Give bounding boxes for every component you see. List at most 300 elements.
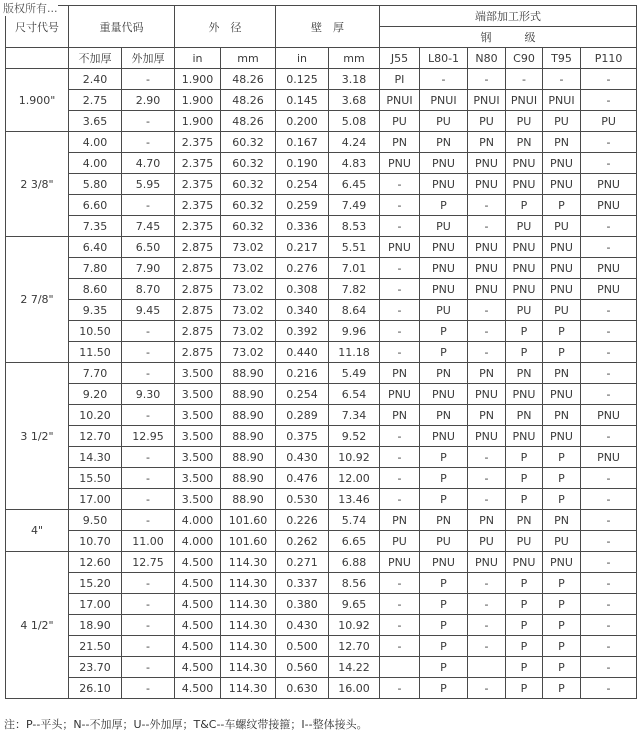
table-cell: 0.217 (276, 237, 329, 258)
table-cell: 0.560 (276, 657, 329, 678)
table-cell: 4.000 (175, 531, 221, 552)
table-row (6, 615, 637, 636)
table-cell: PU (506, 216, 543, 237)
table-cell: - (122, 342, 175, 363)
wt-mm-header: mm (329, 48, 380, 69)
table-cell: - (581, 573, 637, 594)
table-cell: PU (380, 111, 420, 132)
table-row (6, 636, 637, 657)
table-cell: PNU (543, 258, 581, 279)
table-cell: 114.30 (221, 594, 276, 615)
table-cell: PU (420, 111, 468, 132)
table-cell: P (506, 447, 543, 468)
table-cell: - (380, 678, 420, 699)
table-cell: PNUI (468, 90, 506, 111)
table-cell: 0.216 (276, 363, 329, 384)
table-cell: PNU (506, 153, 543, 174)
table-row (6, 321, 637, 342)
table-row (6, 69, 637, 90)
table-cell: 88.90 (221, 363, 276, 384)
table-cell: 8.56 (329, 573, 380, 594)
table-cell: 3.65 (69, 111, 122, 132)
table-cell: - (581, 489, 637, 510)
table-cell: P (543, 573, 581, 594)
tubing-spec-table (5, 5, 637, 699)
size-code-cell: 4 1/2" (6, 552, 69, 699)
table-cell: - (581, 321, 637, 342)
table-cell: P (506, 195, 543, 216)
table-cell: 17.00 (69, 594, 122, 615)
non-upset-header: 不加厚 (69, 48, 122, 69)
table-cell: 9.30 (122, 384, 175, 405)
table-cell: PNU (581, 195, 637, 216)
table-cell: 3.18 (329, 69, 380, 90)
table-row (6, 258, 637, 279)
table-cell: PNU (543, 237, 581, 258)
table-cell: - (468, 300, 506, 321)
table-cell: 0.340 (276, 300, 329, 321)
table-cell: 5.49 (329, 363, 380, 384)
table-cell: 1.900 (175, 69, 221, 90)
table-cell: P (420, 573, 468, 594)
table-cell: - (122, 573, 175, 594)
table-cell: 8.60 (69, 279, 122, 300)
table-cell: 0.200 (276, 111, 329, 132)
table-body (6, 69, 637, 699)
table-row (6, 678, 637, 699)
table-cell: - (122, 678, 175, 699)
table-cell: 7.45 (122, 216, 175, 237)
table-cell: PNU (543, 384, 581, 405)
table-cell: 0.254 (276, 174, 329, 195)
table-cell: - (581, 153, 637, 174)
table-cell: P (506, 468, 543, 489)
table-cell: P (543, 195, 581, 216)
table-cell: PNU (468, 384, 506, 405)
table-row (6, 90, 637, 111)
table-cell: 3.500 (175, 405, 221, 426)
table-cell: - (380, 195, 420, 216)
table-cell: 7.35 (69, 216, 122, 237)
table-cell: PNU (420, 426, 468, 447)
table-cell: - (380, 468, 420, 489)
table-row (6, 195, 637, 216)
table-row (6, 468, 637, 489)
table-cell: 4.00 (69, 153, 122, 174)
table-cell: PNU (506, 258, 543, 279)
table-cell: 12.00 (329, 468, 380, 489)
table-cell: PNU (506, 384, 543, 405)
table-cell: PN (380, 363, 420, 384)
table-cell: 48.26 (221, 90, 276, 111)
table-cell: PN (506, 363, 543, 384)
table-cell: P (420, 468, 468, 489)
table-cell: - (581, 468, 637, 489)
table-cell: 2.875 (175, 237, 221, 258)
table-cell: - (122, 636, 175, 657)
table-cell: 2.375 (175, 195, 221, 216)
table-cell: 73.02 (221, 300, 276, 321)
table-cell: - (380, 615, 420, 636)
table-cell: 7.80 (69, 258, 122, 279)
table-cell: 101.60 (221, 531, 276, 552)
table-cell: 114.30 (221, 678, 276, 699)
table-cell: - (122, 69, 175, 90)
table-cell: PNUI (420, 90, 468, 111)
table-cell: - (581, 678, 637, 699)
table-cell: - (581, 384, 637, 405)
table-cell: 0.276 (276, 258, 329, 279)
table-cell: PNU (380, 153, 420, 174)
table-cell: 2.875 (175, 342, 221, 363)
table-cell: 60.32 (221, 132, 276, 153)
table-cell: 0.289 (276, 405, 329, 426)
table-cell: 0.226 (276, 510, 329, 531)
table-cell: 14.30 (69, 447, 122, 468)
table-cell: PU (420, 216, 468, 237)
table-cell: - (581, 132, 637, 153)
grade-header: N80 (468, 48, 506, 69)
table-cell: 4.500 (175, 552, 221, 573)
table-cell: 1.900 (175, 111, 221, 132)
wall-thickness-header: 壁 厚 (276, 6, 380, 48)
table-cell: 12.60 (69, 552, 122, 573)
table-cell: 6.88 (329, 552, 380, 573)
table-cell: 11.00 (122, 531, 175, 552)
table-cell: - (581, 426, 637, 447)
table-cell: - (122, 132, 175, 153)
table-cell: 88.90 (221, 384, 276, 405)
table-cell: 23.70 (69, 657, 122, 678)
table-cell: 7.90 (122, 258, 175, 279)
table-cell: 0.430 (276, 447, 329, 468)
table-cell: PNU (468, 426, 506, 447)
table-cell: 2.90 (122, 90, 175, 111)
table-cell: 9.65 (329, 594, 380, 615)
table-cell: P (506, 678, 543, 699)
table-cell: 12.95 (122, 426, 175, 447)
table-cell: PU (506, 531, 543, 552)
table-cell: - (380, 300, 420, 321)
table-row (6, 279, 637, 300)
grade-header: C90 (506, 48, 543, 69)
table-cell: 4.500 (175, 615, 221, 636)
table-cell: P (543, 321, 581, 342)
table-cell: PNUI (506, 90, 543, 111)
table-cell: 7.82 (329, 279, 380, 300)
table-cell: 4.00 (69, 132, 122, 153)
table-cell: PU (380, 531, 420, 552)
table-cell: - (506, 69, 543, 90)
table-cell: 14.22 (329, 657, 380, 678)
table-cell: P (506, 594, 543, 615)
od-in-header: in (175, 48, 221, 69)
table-cell: 88.90 (221, 426, 276, 447)
table-cell: - (380, 636, 420, 657)
table-cell: 114.30 (221, 552, 276, 573)
table-cell: PN (468, 132, 506, 153)
table-cell: 9.35 (69, 300, 122, 321)
table-cell: PI (380, 69, 420, 90)
table-cell: - (468, 489, 506, 510)
footnote: 注：P--平头；N--不加厚；U--外加厚；T&C--车螺纹带接箍；I--整体接头。 (4, 718, 368, 731)
table-cell: - (468, 447, 506, 468)
table-cell: 4.83 (329, 153, 380, 174)
grade-header: P110 (581, 48, 637, 69)
table-cell: 114.30 (221, 657, 276, 678)
table-cell: - (468, 615, 506, 636)
table-cell: - (380, 216, 420, 237)
table-cell: PNU (543, 426, 581, 447)
table-cell: PNU (420, 258, 468, 279)
table-cell: PU (506, 300, 543, 321)
table-cell: P (420, 615, 468, 636)
table-cell: PN (468, 510, 506, 531)
table-cell: 2.40 (69, 69, 122, 90)
table-row (6, 384, 637, 405)
table-row (6, 153, 637, 174)
table-cell: - (122, 321, 175, 342)
table-cell: PN (506, 132, 543, 153)
table-row (6, 363, 637, 384)
table-cell: 0.308 (276, 279, 329, 300)
table-row (6, 405, 637, 426)
table-cell: 73.02 (221, 258, 276, 279)
table-row (6, 552, 637, 573)
table-cell: PN (543, 510, 581, 531)
table-cell: 73.02 (221, 321, 276, 342)
table-cell: PN (420, 132, 468, 153)
table-cell: 3.500 (175, 363, 221, 384)
table-cell: PNU (380, 237, 420, 258)
table-cell: PU (543, 216, 581, 237)
table-row (6, 174, 637, 195)
table-cell: PNU (420, 279, 468, 300)
table-cell: PNU (506, 174, 543, 195)
size-code-cell: 3 1/2" (6, 363, 69, 510)
table-row (6, 300, 637, 321)
table-cell: 6.60 (69, 195, 122, 216)
table-cell: 15.50 (69, 468, 122, 489)
table-cell: 7.34 (329, 405, 380, 426)
table-cell: PNU (581, 405, 637, 426)
table-cell: P (543, 342, 581, 363)
table-cell: 73.02 (221, 342, 276, 363)
table-cell: P (506, 657, 543, 678)
table-cell: 4.24 (329, 132, 380, 153)
table-cell: - (468, 636, 506, 657)
table-cell: P (420, 657, 468, 678)
table-cell: 0.259 (276, 195, 329, 216)
table-cell: 0.254 (276, 384, 329, 405)
table-cell: - (581, 657, 637, 678)
table-cell: - (380, 426, 420, 447)
outer-diameter-header: 外 径 (175, 6, 276, 48)
table-cell: P (420, 636, 468, 657)
grade-header: J55 (380, 48, 420, 69)
table-row (6, 447, 637, 468)
table-cell: - (581, 69, 637, 90)
table-cell: - (468, 69, 506, 90)
table-cell: 6.65 (329, 531, 380, 552)
table-cell: 10.92 (329, 447, 380, 468)
table-cell: 11.18 (329, 342, 380, 363)
table-cell: - (380, 342, 420, 363)
table-cell: PU (420, 531, 468, 552)
table-cell: PNU (543, 174, 581, 195)
table-cell: PNU (468, 552, 506, 573)
table-cell: 2.375 (175, 174, 221, 195)
table-cell: PNU (420, 237, 468, 258)
table-cell: P (506, 489, 543, 510)
table-cell: 12.70 (329, 636, 380, 657)
weight-code-header: 重量代码 (69, 6, 175, 48)
table-cell: PU (543, 300, 581, 321)
table-cell: PN (380, 405, 420, 426)
size-code-blank (6, 48, 69, 69)
table-cell: 8.70 (122, 279, 175, 300)
table-row (6, 573, 637, 594)
table-cell: PU (468, 111, 506, 132)
table-cell: PN (468, 405, 506, 426)
table-cell: 0.337 (276, 573, 329, 594)
table-cell: P (543, 636, 581, 657)
table-cell: 88.90 (221, 468, 276, 489)
table-cell: - (122, 657, 175, 678)
size-code-cell: 2 7/8" (6, 237, 69, 363)
table-cell: 12.70 (69, 426, 122, 447)
table-cell: P (543, 594, 581, 615)
table-cell: PNU (380, 552, 420, 573)
table-cell: 0.530 (276, 489, 329, 510)
table-cell: 7.01 (329, 258, 380, 279)
table-cell: 73.02 (221, 237, 276, 258)
wt-in-header: in (276, 48, 329, 69)
table-cell: 0.392 (276, 321, 329, 342)
table-row (6, 426, 637, 447)
table-cell: - (380, 321, 420, 342)
table-cell: - (380, 594, 420, 615)
table-cell: 101.60 (221, 510, 276, 531)
table-cell: 10.50 (69, 321, 122, 342)
table-cell: P (420, 594, 468, 615)
table-cell: - (122, 363, 175, 384)
table-cell: - (468, 678, 506, 699)
table-cell: 3.500 (175, 468, 221, 489)
od-mm-header: mm (221, 48, 276, 69)
table-cell: 5.74 (329, 510, 380, 531)
table-cell: 0.476 (276, 468, 329, 489)
table-cell: - (468, 468, 506, 489)
table-cell: 1.900 (175, 90, 221, 111)
table-cell: 2.875 (175, 321, 221, 342)
table-cell: 2.875 (175, 258, 221, 279)
table-cell: 21.50 (69, 636, 122, 657)
table-cell: PN (468, 363, 506, 384)
table-cell: PNU (420, 552, 468, 573)
table-cell: 88.90 (221, 405, 276, 426)
table-cell: - (581, 216, 637, 237)
table-cell: - (468, 321, 506, 342)
table-cell: PNU (506, 426, 543, 447)
table-cell: P (543, 489, 581, 510)
table-cell: 16.00 (329, 678, 380, 699)
table-cell: PN (506, 510, 543, 531)
table-cell: 114.30 (221, 573, 276, 594)
table-row (6, 216, 637, 237)
table-cell: 2.375 (175, 216, 221, 237)
table-cell: 4.500 (175, 594, 221, 615)
table-cell: 6.50 (122, 237, 175, 258)
table-cell: 7.49 (329, 195, 380, 216)
table-cell: 4.500 (175, 678, 221, 699)
table-cell: PNU (581, 174, 637, 195)
grade-header: T95 (543, 48, 581, 69)
table-cell: PNU (420, 174, 468, 195)
table-cell: - (122, 405, 175, 426)
table-cell: P (506, 321, 543, 342)
table-cell: PN (506, 405, 543, 426)
table-cell: P (543, 447, 581, 468)
table-cell: - (581, 342, 637, 363)
table-cell: PNUI (543, 90, 581, 111)
table-cell: 2.75 (69, 90, 122, 111)
table-cell: - (122, 594, 175, 615)
table-cell: PN (380, 510, 420, 531)
table-cell: PNU (543, 552, 581, 573)
table-cell: 9.52 (329, 426, 380, 447)
table-cell: 0.500 (276, 636, 329, 657)
table-cell: 11.50 (69, 342, 122, 363)
table-cell: - (581, 531, 637, 552)
table-cell: PNU (506, 279, 543, 300)
table-cell: 10.20 (69, 405, 122, 426)
table-cell: - (122, 447, 175, 468)
table-cell: PN (420, 510, 468, 531)
table-cell: - (380, 279, 420, 300)
steel-grade-header: 钢 级 (380, 27, 637, 48)
table-cell: 0.190 (276, 153, 329, 174)
table-cell: PN (543, 405, 581, 426)
table-cell: PNU (543, 153, 581, 174)
table-cell: - (122, 510, 175, 531)
table-cell: 3.500 (175, 384, 221, 405)
table-cell: 9.50 (69, 510, 122, 531)
table-cell: - (420, 69, 468, 90)
table-row (6, 531, 637, 552)
table-cell: PN (543, 363, 581, 384)
table-cell: - (581, 300, 637, 321)
table-cell: - (380, 447, 420, 468)
table-cell: 5.80 (69, 174, 122, 195)
table-cell: PNU (581, 447, 637, 468)
table-cell: PNU (543, 279, 581, 300)
table-cell: 18.90 (69, 615, 122, 636)
table-cell: 6.54 (329, 384, 380, 405)
table-cell: 12.75 (122, 552, 175, 573)
table-cell: - (581, 636, 637, 657)
table-cell: PNU (468, 237, 506, 258)
table-cell: 6.40 (69, 237, 122, 258)
table-row (6, 342, 637, 363)
table-cell: - (122, 489, 175, 510)
size-code-cell: 2 3/8" (6, 132, 69, 237)
table-cell: 0.375 (276, 426, 329, 447)
size-code-cell: 1.900" (6, 69, 69, 132)
ext-upset-header: 外加厚 (122, 48, 175, 69)
table-cell: 7.70 (69, 363, 122, 384)
table-cell: PNU (468, 258, 506, 279)
